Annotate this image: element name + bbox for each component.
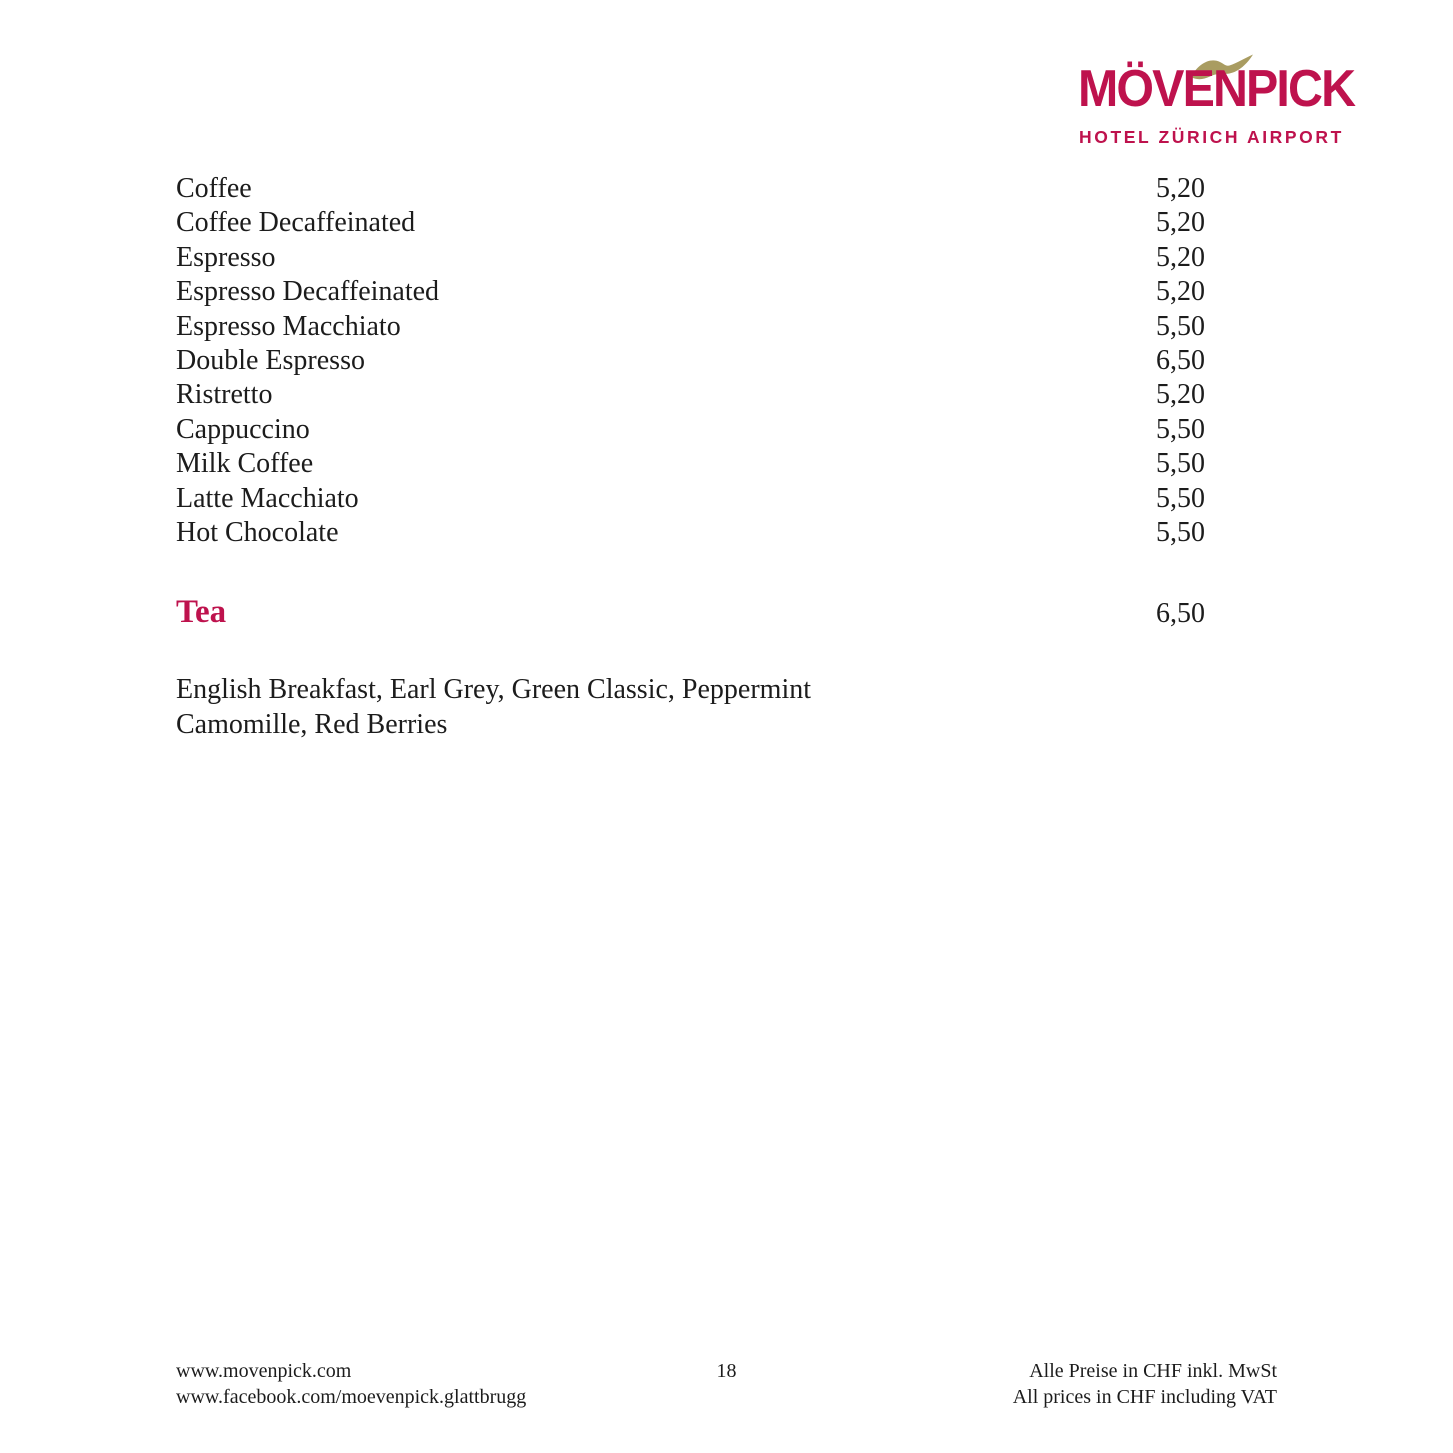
menu-item-row xyxy=(176,172,1205,206)
menu-item-price: 5,50 xyxy=(1156,310,1205,342)
menu-item-row xyxy=(176,275,1205,309)
tea-price: 6,50 xyxy=(1156,598,1205,629)
vat-note-english: All prices in CHF including VAT xyxy=(1012,1386,1277,1408)
coffee-menu-list xyxy=(176,172,1205,550)
menu-item-price: 5,20 xyxy=(1156,173,1205,204)
menu-item-name: Espresso Decaffeinated xyxy=(176,276,440,308)
menu-item-row xyxy=(176,378,1205,412)
menu-item-price: 5,50 xyxy=(1156,482,1205,514)
menu-item-price: 5,20 xyxy=(1156,276,1205,308)
vat-note xyxy=(1013,1358,1277,1410)
menu-item-row xyxy=(176,413,1205,447)
page-number: 18 xyxy=(716,1360,737,1382)
menu-item-price: 6,50 xyxy=(1156,344,1205,376)
tea-section-row xyxy=(176,592,1205,634)
vat-note-german: Alle Preise in CHF inkl. MwSt xyxy=(1029,1360,1277,1382)
menu-item-price: 5,20 xyxy=(1156,207,1205,239)
menu-item-row xyxy=(176,206,1205,240)
menu-item-name: Espresso xyxy=(176,241,276,273)
brand-name: MÖVENPICK xyxy=(1078,60,1355,118)
menu-item-name: Coffee Decaffeinated xyxy=(176,207,416,239)
menu-item-name: Double Espresso xyxy=(176,344,365,376)
brand-subtitle: HOTEL ZÜRICH AIRPORT xyxy=(1079,127,1344,147)
menu-item-price: 5,50 xyxy=(1156,448,1205,480)
menu-item-row xyxy=(176,344,1205,378)
menu-item-name: Ristretto xyxy=(176,379,273,411)
menu-item-row xyxy=(176,241,1205,275)
menu-item-row xyxy=(176,310,1205,344)
menu-item-name: Cappuccino xyxy=(176,413,310,445)
menu-item-row xyxy=(176,482,1205,516)
menu-item-name: Espresso Macchiato xyxy=(176,310,401,342)
tea-varieties xyxy=(176,672,1076,742)
menu-item-row xyxy=(176,447,1205,481)
tea-section-heading: Tea xyxy=(176,594,227,630)
menu-item-name: Latte Macchiato xyxy=(176,482,359,514)
menu-item-name: Milk Coffee xyxy=(176,448,314,480)
menu-item-row xyxy=(176,516,1205,550)
tea-varieties-line: Camomille, Red Berries xyxy=(176,709,448,740)
website-url: www.movenpick.com xyxy=(176,1360,352,1382)
menu-item-price: 5,50 xyxy=(1156,516,1205,548)
menu-item-name: Coffee xyxy=(176,173,252,204)
tea-varieties-line: English Breakfast, Earl Grey, Green Classic, Peppermint xyxy=(176,674,812,705)
menu-item-name: Hot Chocolate xyxy=(176,516,339,548)
menu-item-price: 5,20 xyxy=(1156,379,1205,411)
brand-logo xyxy=(1078,50,1355,150)
facebook-url: www.facebook.com/moevenpick.glattbrugg xyxy=(176,1386,527,1408)
menu-item-price: 5,50 xyxy=(1156,413,1205,445)
menu-item-price: 5,20 xyxy=(1156,241,1205,273)
